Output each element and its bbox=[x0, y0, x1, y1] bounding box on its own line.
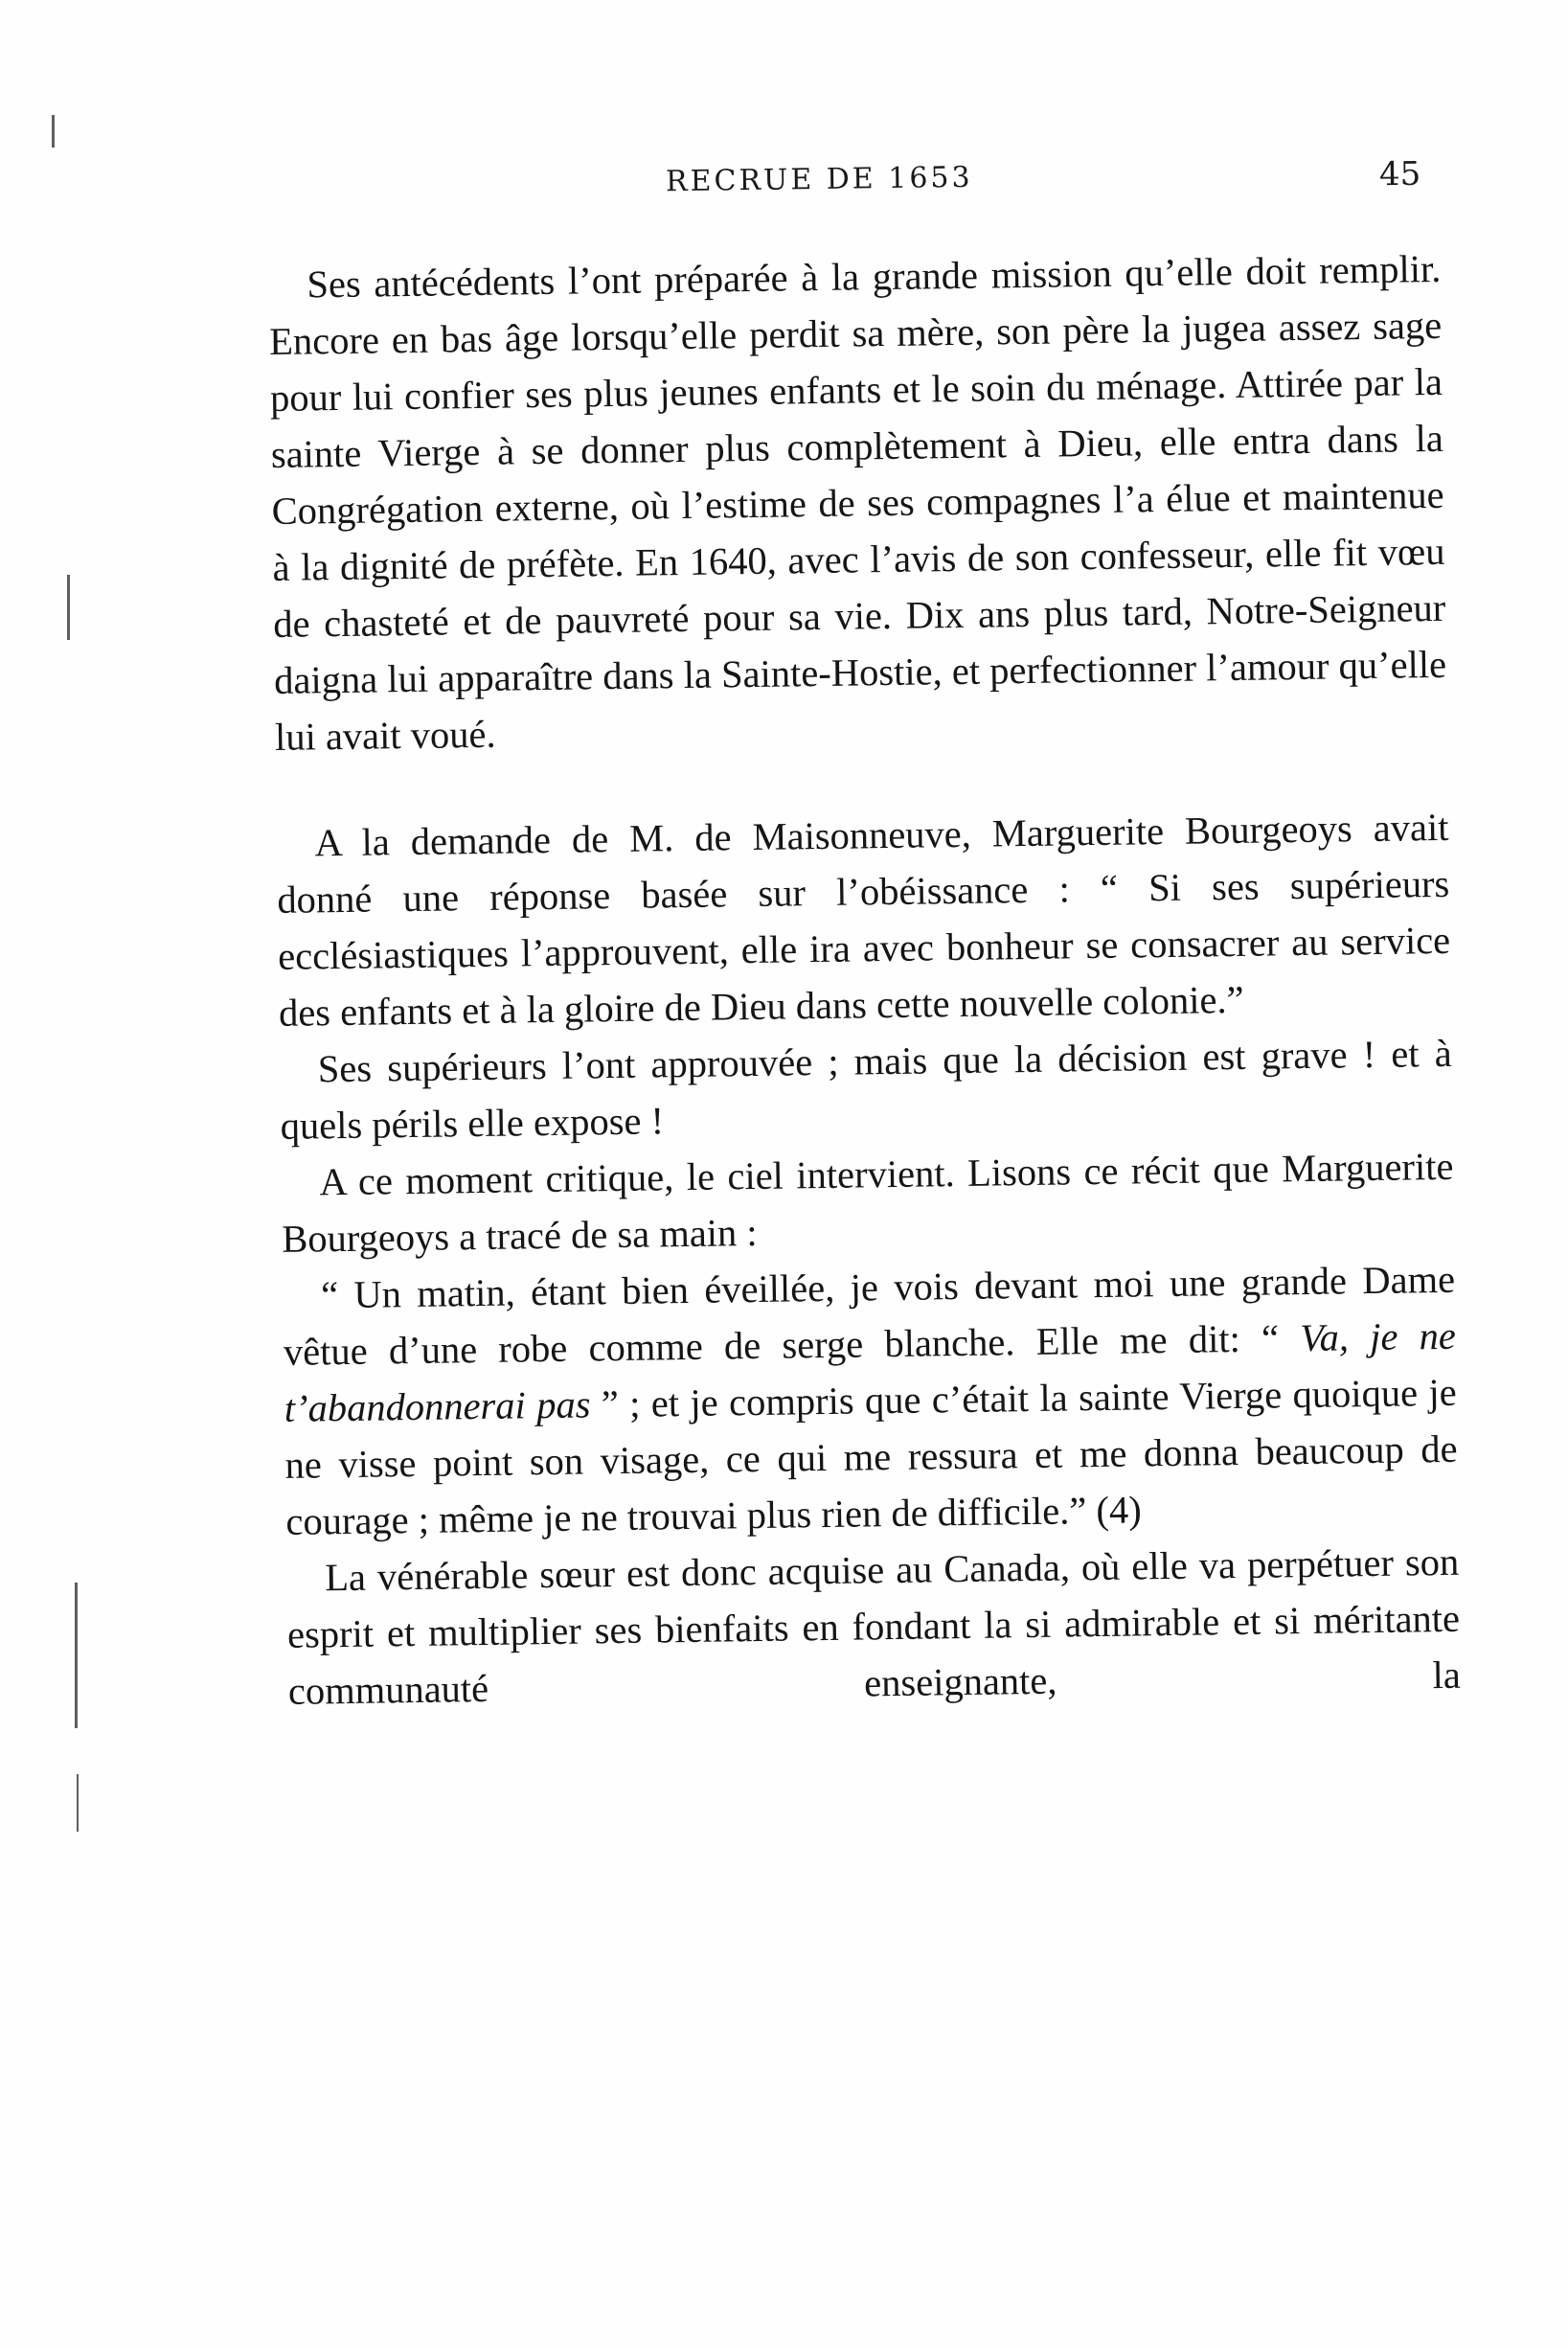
scan-artifact-mark bbox=[77, 1774, 79, 1832]
page-number: 45 bbox=[1378, 154, 1421, 194]
running-head: RECRUE DE 1653 bbox=[665, 160, 973, 199]
scan-artifact-mark bbox=[67, 575, 70, 640]
quote-text-before: “ Un matin, étant bien éveillée, je vois devant moi une grande Dame vêtue d’une robe comme de serge blanche. Elle me dit: “ bbox=[283, 1257, 1456, 1374]
quote-italic-text: Va, je ne t’abandonnerai pas bbox=[284, 1313, 1457, 1430]
paragraph: La vénérable sœur est donc acquise au Canada, où elle va perpétuer son esprit et multiplier ses bienfaits en fondant la si admirable et si méritante communauté enseignante, la bbox=[286, 1539, 1462, 1713]
paragraph: A la demande de M. de Maisonneuve, Marguerite Bourgeoys avait donné une réponse basée sur l’obéissance : “ Si ses supérieurs ecclésiastiques l’approuvent, elle ira avec bonheur se consacrer au service des enfants et à la gloire de Dieu dans cette nouvelle colonie.” bbox=[277, 805, 1451, 1035]
body-text bbox=[268, 240, 1461, 1720]
scan-artifact-mark bbox=[52, 115, 55, 148]
paragraph: Ses supérieurs l’ont approuvée ; mais que la décision est grave ! et à quels périls elle expose ! bbox=[280, 1031, 1453, 1148]
quote-text-after: ” ; et je compris que c’était la sainte Vierge quoique je ne visse point son visage, ce qui me ressura et me donna beaucoup de courage ; même je ne trouvai plus rien de difficile.” (4) bbox=[284, 1370, 1458, 1543]
page-header bbox=[0, 155, 1568, 213]
scan-artifact-mark bbox=[75, 1583, 78, 1728]
quotation-paragraph bbox=[283, 1251, 1459, 1550]
paragraph: Ses antécédents l’ont préparée à la grande mission qu’elle doit remplir. Encore en bas âge lorsqu’elle perdit sa mère, son père la jugea assez sage pour lui confier ses plus jeunes enfants et le soin du ménage. Attirée par la sainte Vierge à se donner plus complètement à Dieu, elle entra dans la Congrégation externe, où l’estime de ses compagnes l’a élue et maintenue à la dignité de préfète. En 1640, avec l’avis de son confesseur, elle fit vœu de chasteté et de pauvreté pour sa vie. Dix ans plus tard, Notre-Seigneur daigna lui apparaître dans la Sainte-Hostie, et perfectionner l’amour qu’elle lui avait voué. bbox=[268, 246, 1447, 759]
paragraph: A ce moment critique, le ciel intervient. Lisons ce récit que Marguerite Bourgeoys a tracé de sa main : bbox=[282, 1144, 1454, 1261]
